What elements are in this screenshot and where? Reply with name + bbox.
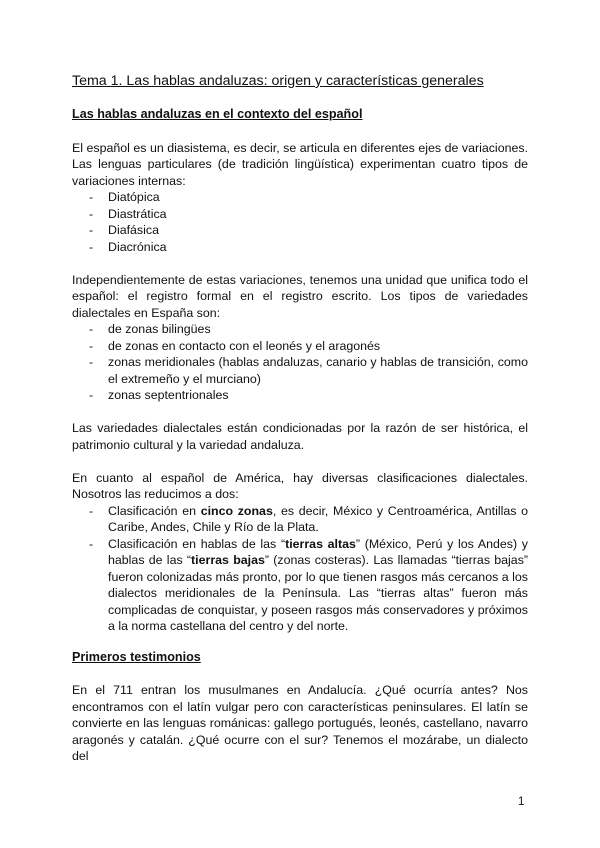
document-title: Tema 1. Las hablas andaluzas: origen y características generales xyxy=(72,73,484,89)
section-heading-testimonios: Primeros testimonios xyxy=(72,649,201,664)
list-item: - Diatópica xyxy=(72,189,528,206)
list-item: - de zonas en contacto con el leonés y el aragonés xyxy=(72,338,528,355)
paragraph-variedades: Independientemente de estas variaciones, tenemos una unidad que unifica todo el español: el registro formal en el registro escrito. Los tipos de variedades dialectales en España son: xyxy=(72,272,528,320)
list-item: - Diacrónica xyxy=(72,239,528,256)
list-item: - zonas septentrionales xyxy=(72,387,528,404)
list-item: - de zonas bilingües xyxy=(72,321,528,338)
bold-term: cinco zonas xyxy=(200,503,273,518)
clasificaciones-list xyxy=(72,503,528,635)
list-item-cinco-zonas: - Clasificación en cinco zonas, es decir, México y Centroamérica, Antillas o Caribe, Andes, Chile y Río de la Plata. xyxy=(72,503,528,536)
list-item-tierras: - Clasificación en hablas de las “tierras altas” (México, Perú y los Andes) y hablas de las “tierras bajas” (zonas costeras). Las llamadas “tierras bajas” fueron colonizadas más pronto, por lo que tienen rasgos más cercanos a los dialectos meridionales de la Península. Las “tierras altas” fueron más complicadas de conquistar, y poseen rasgos más conservadores y próximos a la norma castellana del centro y del norte. xyxy=(72,536,528,635)
document-page xyxy=(72,72,528,765)
section-heading-contexto: Las hablas andaluzas en el contexto del español xyxy=(72,107,363,121)
paragraph-testimonios: En el 711 entran los musulmanes en Andalucía. ¿Qué ocurría antes? Nos encontramos con el latín vulgar pero con características peninsulares. El latín se convierte en las lenguas románicas: gallego portugués, leonés, castellano, navarro aragonés y catalán. ¿Qué ocurre con el sur? Tenemos el mozárabe, un dialecto del xyxy=(72,683,528,763)
list-item: - Diafásica xyxy=(72,222,528,239)
paragraph-condicionadas: Las variedades dialectales están condicionadas por la razón de ser histórica, el patrimonio cultural y la variedad andaluza. xyxy=(72,421,528,452)
list-item: - Diastrática xyxy=(72,206,528,223)
paragraph-america: En cuanto al español de América, hay diversas clasificaciones dialectales. Nosotros las reducimos a dos: xyxy=(72,470,528,501)
paragraph-diasistema: El español es un diasistema, es decir, se articula en diferentes ejes de variaciones. Las lenguas particulares (de tradición lingüística) experimentan cuatro tipos de variaciones internas: xyxy=(72,140,528,188)
bold-term: tierras bajas xyxy=(191,553,265,567)
page-number: 1 xyxy=(518,796,525,808)
list-item: - zonas meridionales (hablas andaluzas, canario y hablas de transición, como el extremeño y el murciano) xyxy=(72,354,528,387)
variedades-list xyxy=(72,321,528,404)
variaciones-list xyxy=(72,189,528,255)
bold-term: tierras altas xyxy=(285,536,356,551)
